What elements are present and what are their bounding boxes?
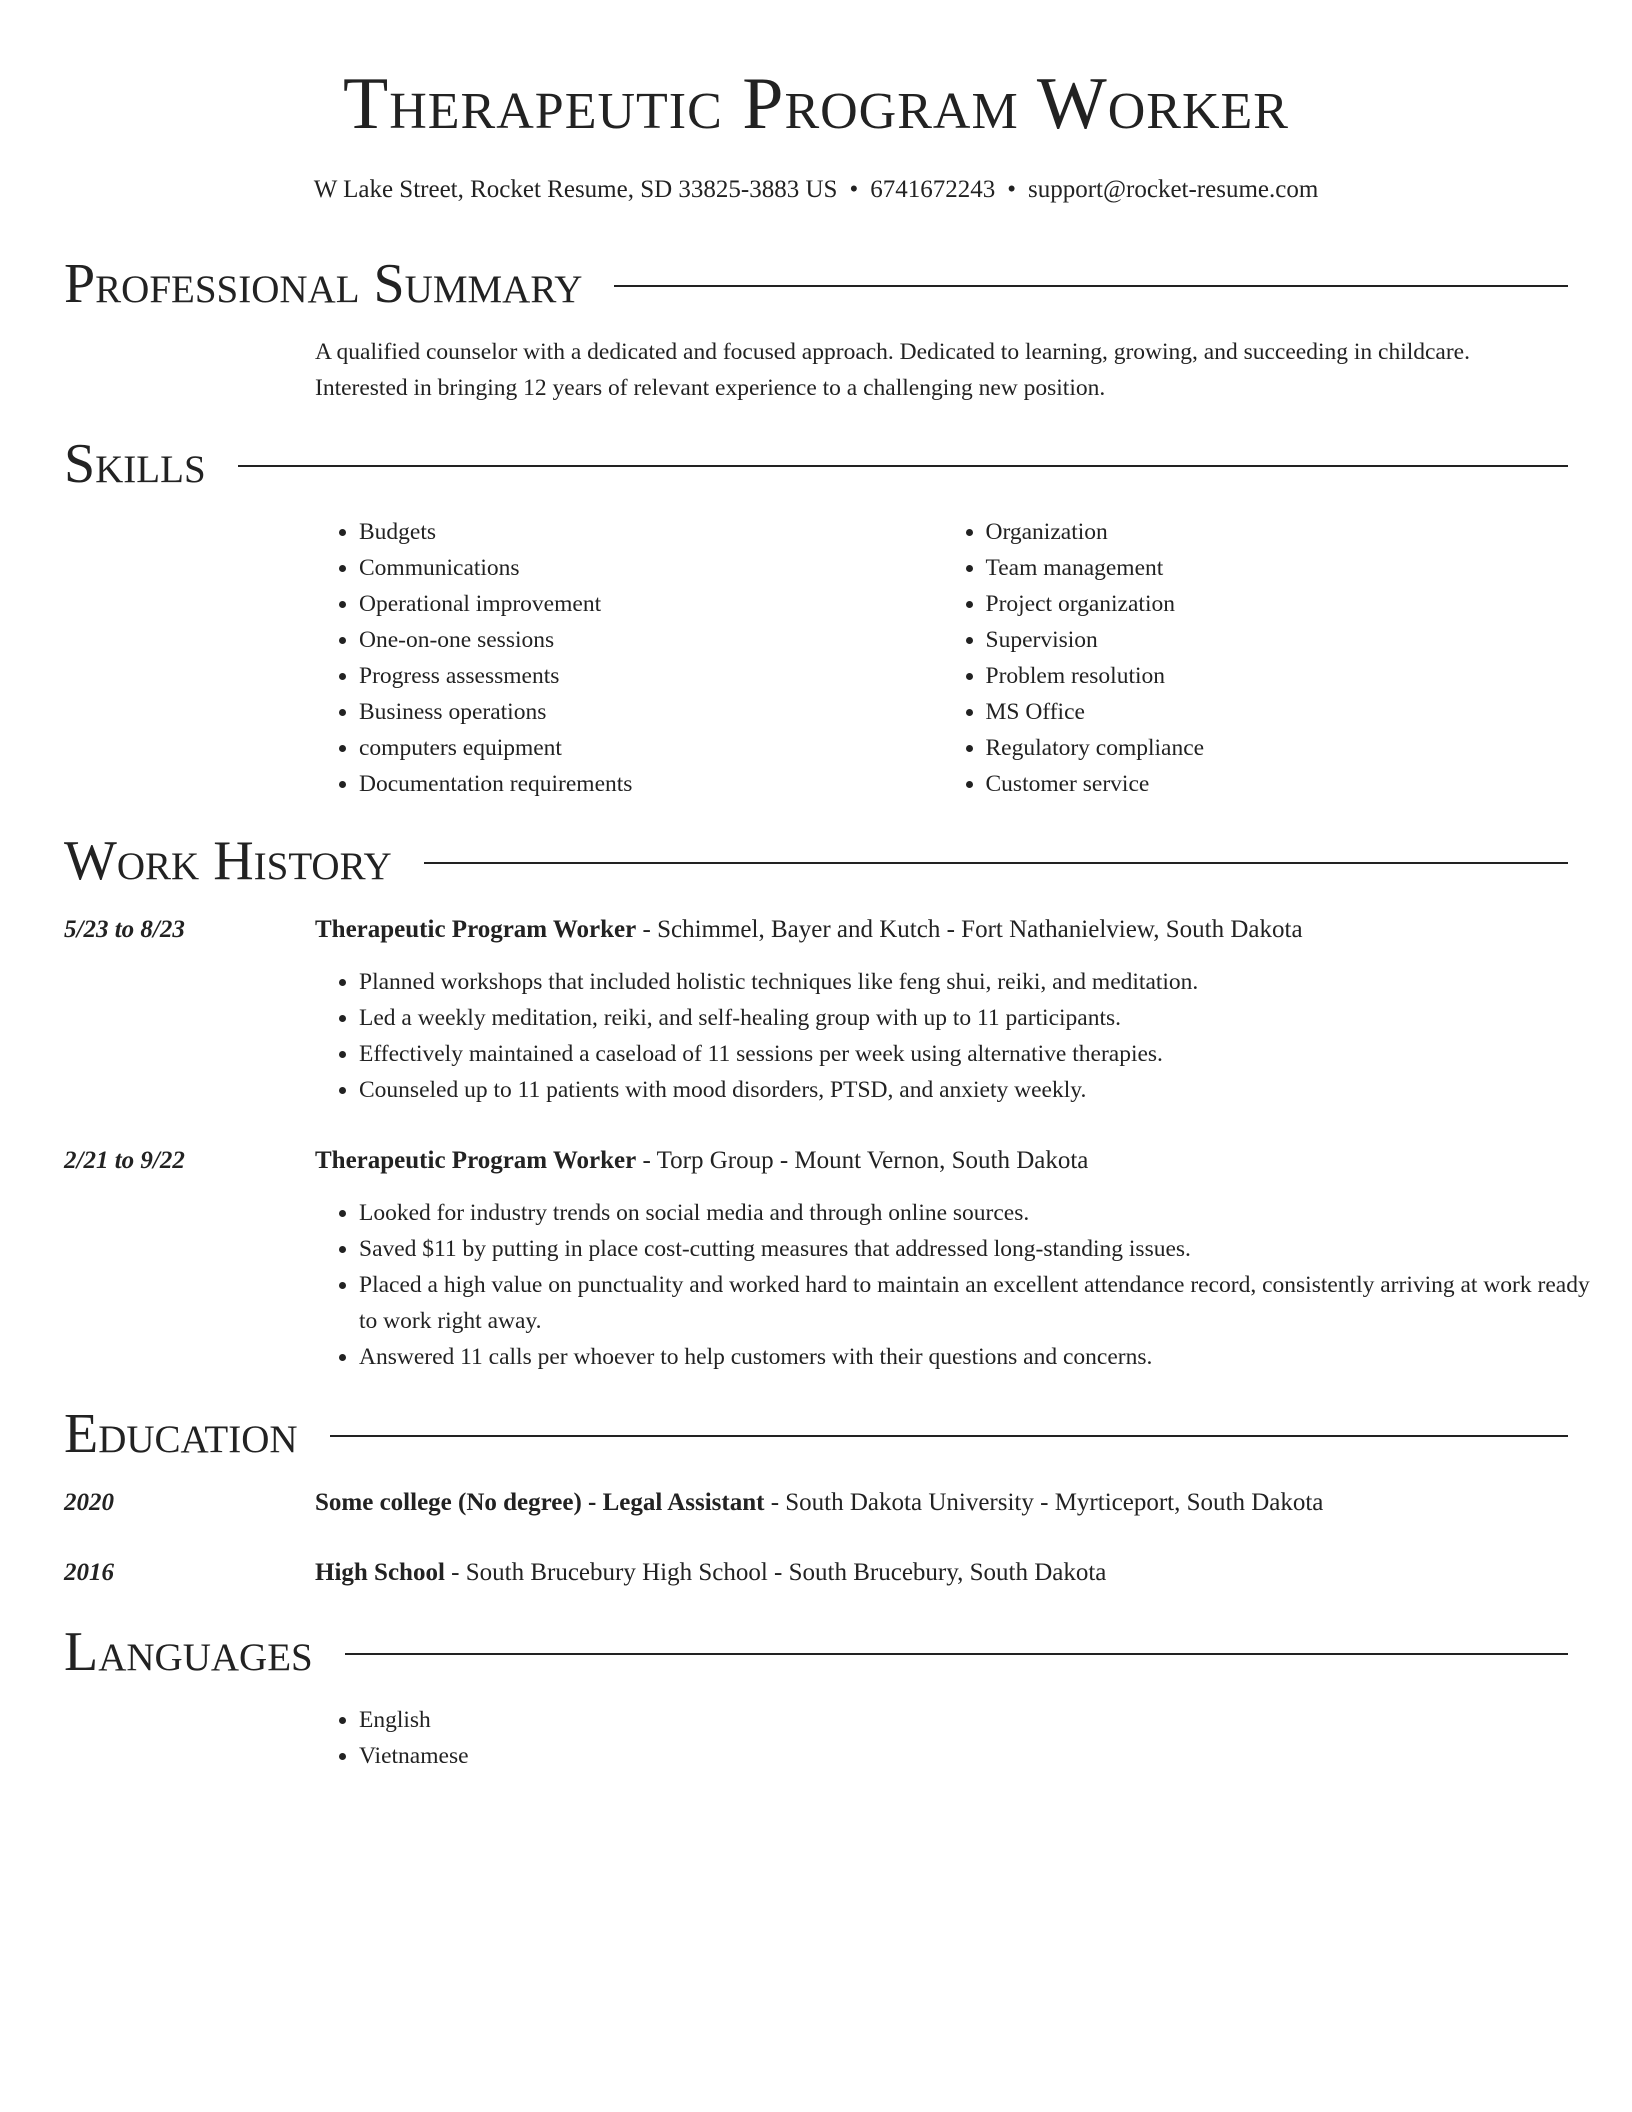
skill-item: • One-on-one sessions	[359, 622, 942, 658]
education-details: - South Brucebury High School - South Brucebury, South Dakota	[444, 1559, 1107, 1586]
skill-item: • Business operations	[359, 694, 942, 730]
education-heading	[315, 1485, 1568, 1521]
summary-text: A qualified counselor with a dedicated and focused approach. Dedicated to learning, growing, and succeeding in childcare. Interested in bringing 12 years of relevant experience to a challenging new position.	[315, 339, 1470, 401]
job-title: Therapeutic Program Worker	[315, 1147, 637, 1174]
job-details: - Schimmel, Bayer and Kutch - Fort Nathanielview, South Dakota	[636, 916, 1303, 943]
job-dates: 5/23 to 8/23	[64, 916, 185, 943]
languages-list	[315, 1702, 1568, 1774]
education-degree: Some college (No degree) - Legal Assistant	[315, 1489, 765, 1516]
education-degree: High School	[315, 1559, 445, 1586]
skill-item: • Communications	[359, 550, 942, 586]
education-year: 2020	[64, 1489, 114, 1516]
section-header	[64, 248, 1568, 320]
job-heading	[315, 1143, 1568, 1179]
section-title: Skills	[64, 433, 206, 495]
section-header	[64, 428, 1568, 500]
skills-column	[942, 514, 1569, 802]
job-title: Therapeutic Program Worker	[315, 916, 637, 943]
job-bullet: • Counseled up to 11 patients with mood disorders, PTSD, and anxiety weekly.	[359, 1072, 1612, 1108]
skill-item: • Operational improvement	[359, 586, 942, 622]
job-bullet: • Answered 11 calls per whoever to help customers with their questions and concerns.	[359, 1339, 1612, 1375]
skill-item: • Budgets	[359, 514, 942, 550]
section-header	[64, 1616, 1568, 1688]
education-year: 2016	[64, 1559, 114, 1586]
skills-column	[315, 514, 942, 802]
skill-item: • Problem resolution	[986, 658, 1569, 694]
summary-section	[64, 248, 1568, 320]
language-item: • English	[359, 1702, 1568, 1738]
skill-item: • Project organization	[986, 586, 1569, 622]
section-rule	[238, 465, 1568, 467]
section-header	[64, 1398, 1568, 1470]
section-rule	[345, 1653, 1568, 1655]
job-details: - Torp Group - Mount Vernon, South Dakota	[636, 1147, 1089, 1174]
job-bullet: • Effectively maintained a caseload of 11 sessions per week using alternative therapies.	[359, 1036, 1612, 1072]
job-bullet: • Placed a high value on punctuality and worked hard to maintain an excellent attendance record, consistently arriving at work ready to work right away.	[359, 1267, 1612, 1339]
skill-item: • Supervision	[986, 622, 1569, 658]
skill-item: • Regulatory compliance	[986, 730, 1569, 766]
skill-item: • Documentation requirements	[359, 766, 942, 802]
skill-item: • MS Office	[986, 694, 1569, 730]
job-bullets	[315, 964, 1612, 1108]
address: W Lake Street, Rocket Resume, SD 33825-3883 US	[313, 176, 838, 203]
job-dates: 2/21 to 9/22	[64, 1147, 185, 1174]
phone: 6741672243	[870, 176, 996, 203]
skill-item: • Organization	[986, 514, 1569, 550]
job-bullet: • Planned workshops that included holistic techniques like feng shui, reiki, and meditation.	[359, 964, 1612, 1000]
contact-line	[64, 172, 1568, 208]
section-rule	[330, 1435, 1568, 1437]
section-rule	[424, 862, 1568, 864]
section-rule	[614, 285, 1568, 287]
section-title: Education	[64, 1403, 298, 1465]
section-title: Professional Summary	[64, 253, 583, 315]
skill-item: • computers equipment	[359, 730, 942, 766]
separator: •	[849, 176, 859, 203]
job-bullet: • Looked for industry trends on social media and through online sources.	[359, 1195, 1612, 1231]
section-title: Work History	[64, 830, 392, 892]
skill-item: • Customer service	[986, 766, 1569, 802]
language-item: • Vietnamese	[359, 1738, 1568, 1774]
education-section	[64, 1398, 1568, 1470]
job-bullet: • Led a weekly meditation, reiki, and self-healing group with up to 11 participants.	[359, 1000, 1612, 1036]
skills-list	[315, 514, 1568, 802]
work-history-section	[64, 825, 1568, 897]
job-bullet: • Saved $11 by putting in place cost-cutting measures that addressed long-standing issues.	[359, 1231, 1612, 1267]
skill-item: • Progress assessments	[359, 658, 942, 694]
education-heading	[315, 1555, 1568, 1591]
job-bullets	[315, 1195, 1612, 1375]
skills-section	[64, 428, 1568, 500]
languages-column	[315, 1702, 1568, 1774]
job-heading	[315, 912, 1568, 948]
email: support@rocket-resume.com	[1028, 176, 1319, 203]
resume-name: Therapeutic Program Worker	[343, 63, 1289, 145]
separator: •	[1007, 176, 1016, 203]
education-details: - South Dakota University - Myrticeport, South Dakota	[764, 1489, 1324, 1516]
languages-section	[64, 1616, 1568, 1688]
section-title: Languages	[64, 1621, 313, 1683]
section-header	[64, 825, 1568, 897]
skill-item: • Team management	[986, 550, 1569, 586]
